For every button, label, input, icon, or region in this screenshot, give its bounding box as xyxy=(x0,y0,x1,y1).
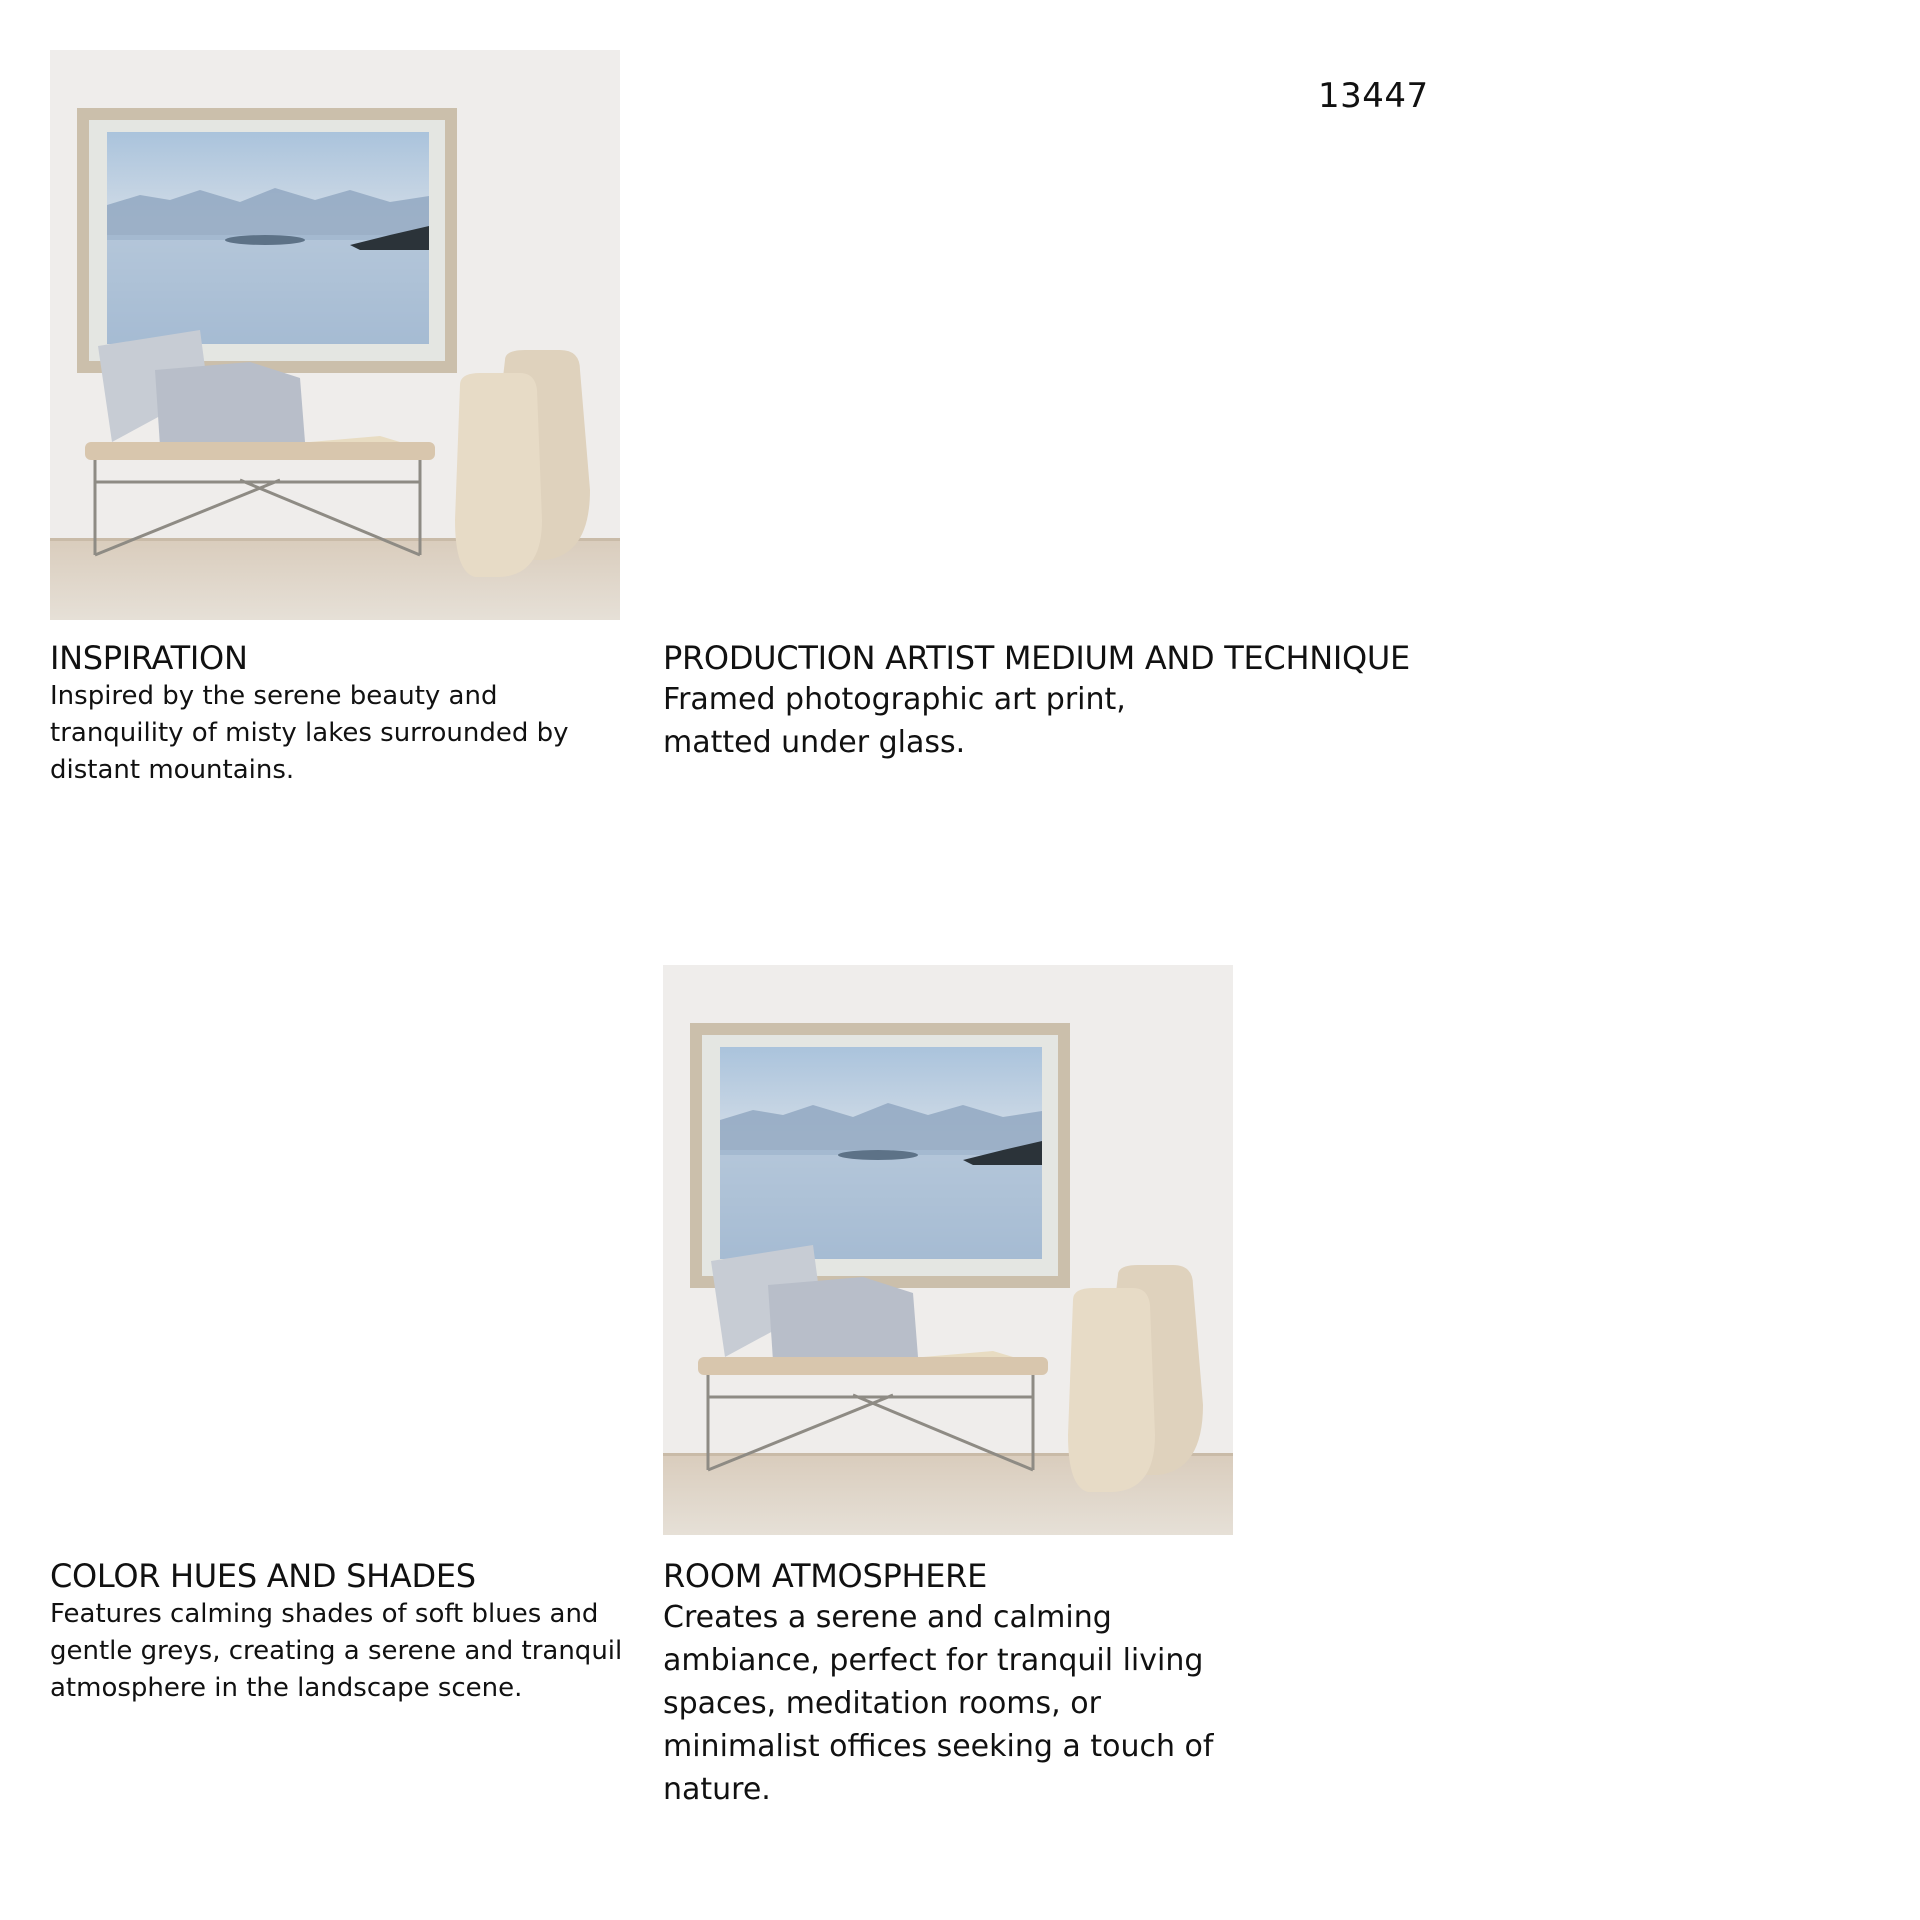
production-title: PRODUCTION ARTIST MEDIUM AND TECHNIQUE xyxy=(663,639,1410,677)
room-scene-image-bottom xyxy=(663,965,1233,1535)
room-title: ROOM ATMOSPHERE xyxy=(663,1557,987,1595)
inspiration-title: INSPIRATION xyxy=(50,639,248,677)
room-scene-illustration xyxy=(50,50,620,620)
room-section xyxy=(663,1556,1243,1811)
inspiration-text: Inspired by the serene beauty and tranquility of misty lakes surrounded by distant mountains. xyxy=(50,681,569,785)
color-title: COLOR HUES AND SHADES xyxy=(50,1557,476,1595)
product-id: 13447 xyxy=(1318,76,1429,116)
room-scene-image-top xyxy=(50,50,620,620)
room-scene-illustration-2 xyxy=(663,965,1233,1535)
production-text: Framed photographic art print, matted under glass. xyxy=(663,682,1126,760)
room-text: Creates a serene and calming ambiance, perfect for tranquil living spaces, meditation rooms, or minimalist offices seeking a touch of nature. xyxy=(663,1600,1214,1807)
production-section xyxy=(663,638,1410,764)
color-text: Features calming shades of soft blues and gentle greys, creating a serene and tranquil atmosphere in the landscape scene. xyxy=(50,1599,623,1703)
color-section xyxy=(50,1556,630,1707)
inspiration-section xyxy=(50,638,630,789)
